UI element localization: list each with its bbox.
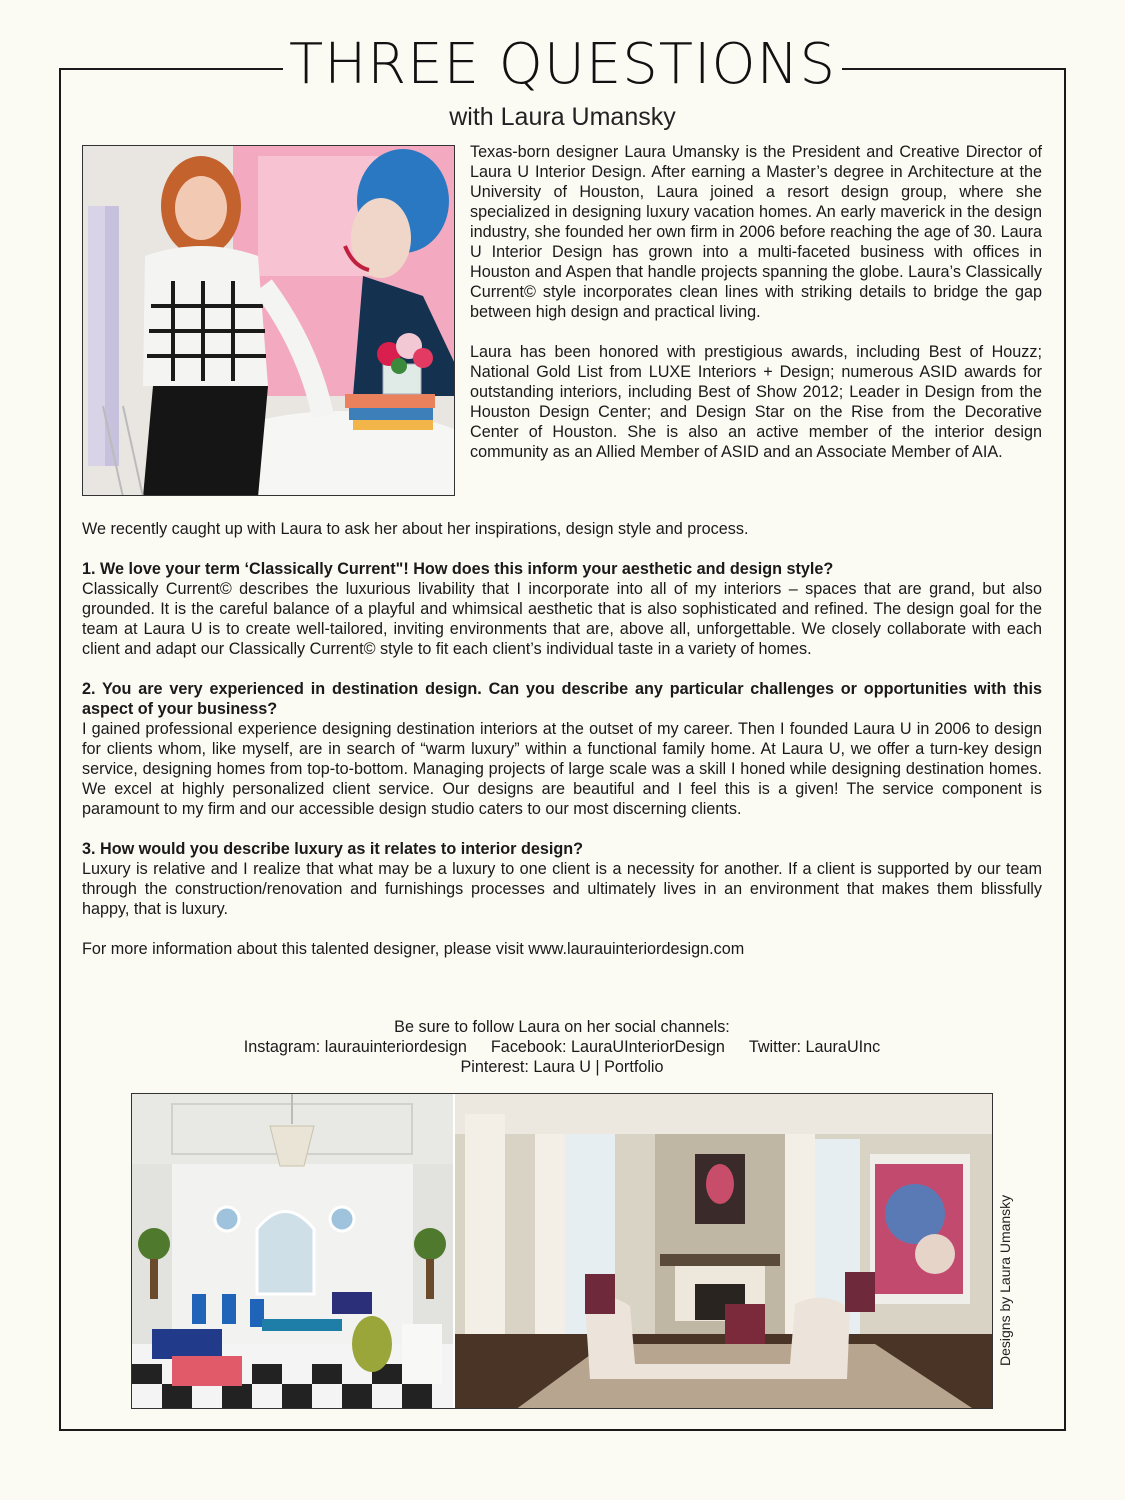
twitter-handle: Twitter: LauraUInc — [748, 1038, 881, 1056]
social-heading: Be sure to follow Laura on her social channels: — [394, 1018, 730, 1036]
question-heading: 2. You are very experienced in destination design. Can you describe any particular challenges or opportunities with this aspect of your business? — [82, 680, 1042, 718]
page-title-text: THREE QUESTIONS — [283, 30, 842, 100]
instagram-handle: Instagram: laurauinteriordesign — [243, 1038, 467, 1056]
interview-body — [82, 519, 1042, 979]
social-channels — [82, 1017, 1042, 1077]
answer-text: Luxury is relative and I realize that what may be a luxury to one client is a necessity for another. If a client is supported by our team through the construction/renovation and furnishings processes and ultimately lives in an environment that makes them blissfully happy, that is luxury. — [82, 860, 1042, 918]
portrait-photo — [82, 145, 455, 496]
bio-section — [470, 142, 1042, 482]
answer-text: Classically Current© describes the luxurious livability that I incorporate into all of my interiors – spaces that are grand, but also grounded. It is the careful balance of a playful and whimsical aesthetic that is also sophisticated and refined. The design goal for the team at Laura U is to create well-tailored, inviting environments that are, above all, unforgettable. We closely collaborate with each client and adapt our Classically Current© style to fit each client’s individual taste in a variety of homes. — [82, 580, 1042, 658]
bio-paragraph: Laura has been honored with prestigious awards, including Best of Houzz; National Gold List from LUXE Interiors + Design; numerous ASID awards for outstanding interiors, including Best of Show 2012; Leader in Design from the Houston Design Center; and Design Star on the Rise from the Decorative Center of Houston. She is also an active member of the interior design community as an Allied Member of ASID and an Associate Member of AIA. — [470, 343, 1042, 461]
more-info-line: For more information about this talented designer, please visit www.laurauinteriordesign.com — [82, 940, 745, 958]
question-heading: 1. We love your term ‘Classically Current"! How does this inform your aesthetic and design style? — [82, 560, 834, 578]
interior-photos — [131, 1093, 993, 1409]
qa-block — [82, 679, 1042, 819]
social-row — [82, 1037, 1042, 1057]
qa-block — [82, 559, 1042, 659]
pinterest-handle: Pinterest: Laura U | Portfolio — [460, 1058, 664, 1076]
interior-photo-white-hall — [132, 1094, 453, 1408]
bio-paragraph: Texas-born designer Laura Umansky is the President and Creative Director of Laura U Interior Design. After earning a Master’s degree in Architecture at the University of Houston, Laura joined a resort design group, where she specialized in designing luxury vacation homes. An early maverick in the design industry, she founded her own firm in 2006 before reaching the age of 30. Laura U Interior Design has grown into a multi-faceted business with offices in Houston and Aspen that handle projects spanning the globe. Laura’s Classically Current© style incorporates clean lines with striking details to bridge the gap between high design and practical living. — [470, 143, 1042, 321]
question-heading: 3. How would you describe luxury as it relates to interior design? — [82, 840, 584, 858]
page-subtitle: with Laura Umansky — [449, 103, 676, 131]
photo-credit: Designs by Laura Umansky — [997, 1194, 1013, 1366]
intro-paragraph: We recently caught up with Laura to ask her about her inspirations, design style and process. — [82, 520, 749, 538]
answer-text: I gained professional experience designing destination interiors at the outset of my career. Then I founded Laura U in 2006 to design for clients whom, like myself, are in search of “warm luxury” within a functional family home. At Laura U, we offer a turn-key design service, designing homes from top-to-bottom. Managing projects of large scale was a skill I honed while designing destination homes. We excel at highly personalized client service. Our designs are beautiful and I feel this is a given! The service component is paramount to my firm and our accessible design studio caters to our most discerning clients. — [82, 720, 1042, 818]
interior-photo-living-room — [453, 1094, 993, 1408]
facebook-handle: Facebook: LauraUInteriorDesign — [490, 1038, 725, 1056]
qa-block — [82, 839, 1042, 919]
